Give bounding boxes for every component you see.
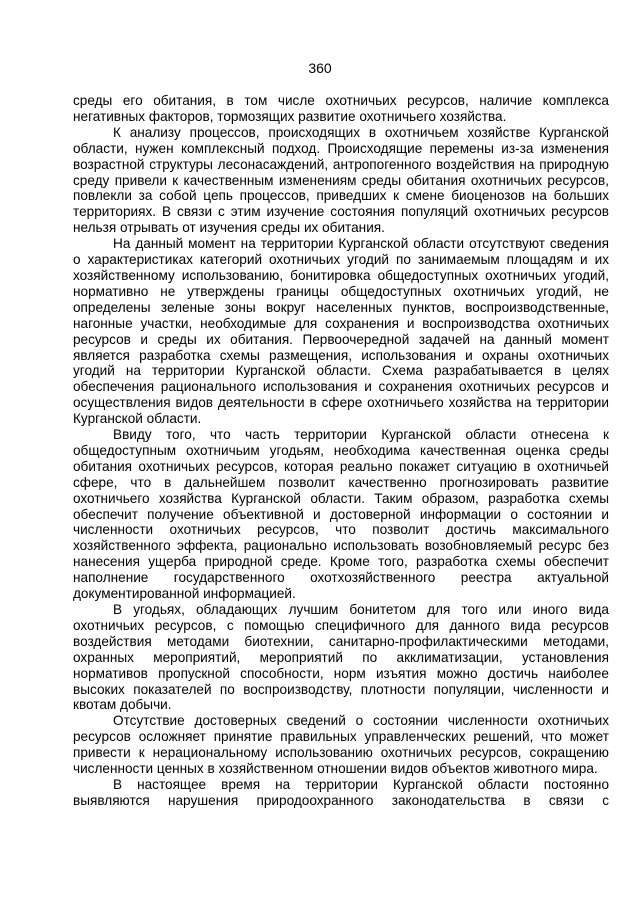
- paragraph: К анализу процессов, происходящих в охотничьем хозяйстве Курганской области, нужен комплексный подход. Происходящие перемены из-за изменения возрастной структуры лесонасаждений, антропогенного воздействия на природную среду привели к качественным изменениям среды обитания охотничьих ресурсов, повлекли за собой цепь процессов, приведших к смене биоценозов на больших территориях. В связи с этим изучение состояния популяций охотничьих ресурсов нельзя отрывать от изучения среды их обитания.: [73, 124, 609, 236]
- body-text: [73, 93, 609, 809]
- paragraph-continued: среды его обитания, в том числе охотничьих ресурсов, наличие комплекса негативных факторов, тормозящих развитие охотничьего хозяйства.: [73, 93, 609, 124]
- paragraph: Ввиду того, что часть территории Курганской области отнесена к общедоступным охотничьим угодьям, необходима качественная оценка среды обитания охотничьих ресурсов, которая реально покажет ситуацию в охотничьей сфере, что в дальнейшем позволит качественно прогнозировать развитие охотничьего хозяйства Курганской области. Таким образом, разработка схемы обеспечит получение объективной и достоверной информации о состоянии и численности охотничьих ресурсов, что позволит достичь максимального хозяйственного эффекта, рационально использовать возобновляемый ресурс без нанесения ущерба природной среде. Кроме того, разработка схемы обеспечит наполнение государственного охотхозяйственного реестра актуальной документированной информацией.: [73, 427, 609, 602]
- page-number: 360: [308, 60, 332, 76]
- paragraph: На данный момент на территории Курганской области отсутствуют сведения о характеристиках категорий охотничьих угодий по занимаемым площадям и их хозяйственному использованию, бонитировка общедоступных охотничьих угодий, нормативно не утверждены границы общедоступных охотничьих угодий, не определены зеленые зоны вокруг населенных пунктов, воспроизводственные, нагонные участки, необходимые для сохранения и воспроизводства охотничьих ресурсов и среды их обитания. Первоочередной задачей на данный момент является разработка схемы размещения, использования и охраны охотничьих угодий на территории Курганской области. Схема разрабатывается в целях обеспечения рационального использования и сохранения охотничьих ресурсов и осуществления видов деятельности в сфере охотничьего хозяйства на территории Курганской области.: [73, 236, 609, 427]
- paragraph: В настоящее время на территории Курганской области постоянно выявляются нарушения природоохранного законодательства в связи с: [73, 776, 609, 808]
- paragraph: Отсутствие достоверных сведений о состоянии численности охотничьих ресурсов осложняет принятие правильных управленческих решений, что может привести к нерациональному использованию охотничьих ресурсов, сокращению численности ценных в хозяйственном отношении видов объектов животного мира.: [73, 713, 609, 777]
- paragraph: В угодьях, обладающих лучшим бонитетом для того или иного вида охотничьих ресурсов, с помощью специфичного для данного вида ресурсов воздействия методами биотехнии, санитарно-профилактическими методами, охранных мероприятий, мероприятий по акклиматизации, установления нормативов пропускной способности, норм изъятия можно достичь наиболее высоких показателей по воспроизводству, плотности популяции, численности и квотам добычи.: [73, 602, 609, 713]
